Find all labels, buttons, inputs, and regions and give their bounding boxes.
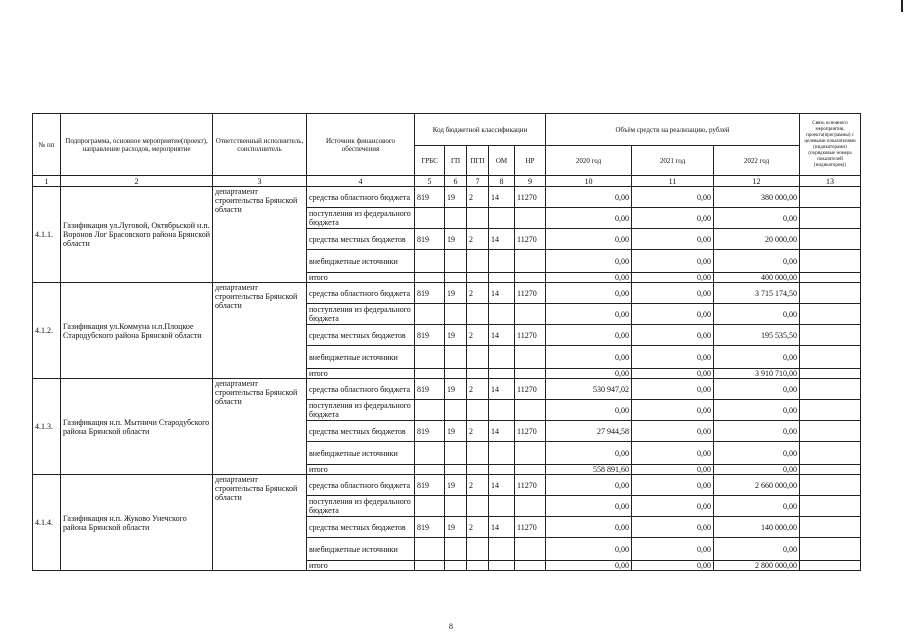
header-amount: Объём средств на реализацию, рублей — [546, 114, 800, 146]
amount-2022: 0,00 — [714, 304, 800, 325]
item-executor: департамент строительства Брянской области — [213, 475, 307, 571]
item-title: Газификация н.п. Мытничи Стародубского района Брянской области — [61, 379, 213, 475]
column-number: 10 — [546, 176, 632, 187]
amount-2022: 0,00 — [714, 538, 800, 561]
funding-source: итого — [307, 561, 415, 571]
code-om: 14 — [489, 421, 515, 442]
code-pgp — [467, 346, 489, 369]
amount-2021: 0,00 — [632, 283, 714, 304]
amount-2021: 0,00 — [632, 538, 714, 561]
code-pgp: 2 — [467, 475, 489, 496]
amount-2020: 0,00 — [546, 538, 632, 561]
item-number: 4.1.1. — [33, 187, 61, 283]
amount-2022: 0,00 — [714, 400, 800, 421]
code-grbs — [415, 442, 445, 465]
amount-2020: 558 891,60 — [546, 465, 632, 475]
code-gp — [445, 442, 467, 465]
amount-2022: 0,00 — [714, 346, 800, 369]
header-2021: 2021 год — [632, 146, 714, 176]
header-executor: Ответственный исполнитель, соисполнитель — [213, 114, 307, 176]
amount-2020: 0,00 — [546, 283, 632, 304]
indicator-link — [800, 496, 861, 517]
code-np: 11270 — [515, 421, 546, 442]
indicator-link — [800, 561, 861, 571]
amount-2021: 0,00 — [632, 517, 714, 538]
table-row — [33, 283, 861, 304]
column-number: 7 — [467, 176, 489, 187]
amount-2021: 0,00 — [632, 273, 714, 283]
code-gp — [445, 465, 467, 475]
amount-2020: 0,00 — [546, 229, 632, 250]
code-pgp — [467, 442, 489, 465]
amount-2020: 0,00 — [546, 325, 632, 346]
code-grbs: 819 — [415, 229, 445, 250]
code-gp — [445, 400, 467, 421]
column-number: 2 — [61, 176, 213, 187]
code-np — [515, 538, 546, 561]
item-executor: департамент строительства Брянской области — [213, 187, 307, 283]
code-grbs: 819 — [415, 517, 445, 538]
code-gp — [445, 561, 467, 571]
item-executor: департамент строительства Брянской области — [213, 283, 307, 379]
code-pgp — [467, 400, 489, 421]
code-gp — [445, 304, 467, 325]
column-number: 3 — [213, 176, 307, 187]
code-np — [515, 304, 546, 325]
table-row — [33, 379, 861, 400]
indicator-link — [800, 379, 861, 400]
indicator-link — [800, 187, 861, 208]
code-grbs: 819 — [415, 283, 445, 304]
code-gp: 19 — [445, 187, 467, 208]
indicator-link — [800, 442, 861, 465]
funding-source: внебюджетные источники — [307, 442, 415, 465]
funding-source: средства областного бюджета — [307, 379, 415, 400]
code-om — [489, 400, 515, 421]
code-om: 14 — [489, 517, 515, 538]
column-number: 4 — [307, 176, 415, 187]
header-gp: ГП — [445, 146, 467, 176]
amount-2020: 0,00 — [546, 346, 632, 369]
code-np — [515, 250, 546, 273]
amount-2022: 0,00 — [714, 442, 800, 465]
code-np: 11270 — [515, 187, 546, 208]
funding-source: поступления из федерального бюджета — [307, 304, 415, 325]
code-om — [489, 538, 515, 561]
code-gp — [445, 273, 467, 283]
amount-2021: 0,00 — [632, 325, 714, 346]
amount-2020: 0,00 — [546, 475, 632, 496]
code-gp: 19 — [445, 475, 467, 496]
code-np — [515, 208, 546, 229]
code-gp: 19 — [445, 421, 467, 442]
header-link: Связь основного мероприятия, проекта(программы) с целевыми показателями (индикаторами) (порядковые номера показателей (индикаторов)) — [800, 114, 861, 176]
amount-2021: 0,00 — [632, 561, 714, 571]
code-grbs: 819 — [415, 421, 445, 442]
budget-table — [32, 113, 861, 571]
amount-2022: 2 800 000,00 — [714, 561, 800, 571]
indicator-link — [800, 346, 861, 369]
code-gp — [445, 538, 467, 561]
column-number: 12 — [714, 176, 800, 187]
code-gp: 19 — [445, 229, 467, 250]
amount-2022: 0,00 — [714, 208, 800, 229]
code-om: 14 — [489, 283, 515, 304]
indicator-link — [800, 421, 861, 442]
funding-source: поступления из федерального бюджета — [307, 208, 415, 229]
code-pgp — [467, 496, 489, 517]
amount-2022: 3 910 710,00 — [714, 369, 800, 379]
amount-2021: 0,00 — [632, 379, 714, 400]
amount-2020: 0,00 — [546, 442, 632, 465]
code-np: 11270 — [515, 517, 546, 538]
code-grbs — [415, 561, 445, 571]
amount-2020: 0,00 — [546, 250, 632, 273]
code-pgp: 2 — [467, 379, 489, 400]
code-gp: 19 — [445, 379, 467, 400]
code-pgp: 2 — [467, 325, 489, 346]
amount-2020: 0,00 — [546, 400, 632, 421]
indicator-link — [800, 250, 861, 273]
code-om — [489, 273, 515, 283]
code-grbs — [415, 273, 445, 283]
code-pgp: 2 — [467, 229, 489, 250]
indicator-link — [800, 369, 861, 379]
code-om — [489, 369, 515, 379]
amount-2022: 20 000,00 — [714, 229, 800, 250]
amount-2022: 2 660 000,00 — [714, 475, 800, 496]
header-pgp: ПГП — [467, 146, 489, 176]
funding-source: поступления из федерального бюджета — [307, 496, 415, 517]
item-number: 4.1.3. — [33, 379, 61, 475]
funding-source: средства областного бюджета — [307, 475, 415, 496]
code-pgp: 2 — [467, 187, 489, 208]
code-om — [489, 496, 515, 517]
item-number: 4.1.2. — [33, 283, 61, 379]
funding-source: поступления из федерального бюджета — [307, 400, 415, 421]
column-number-row — [33, 176, 861, 187]
amount-2020: 530 947,02 — [546, 379, 632, 400]
amount-2020: 0,00 — [546, 187, 632, 208]
code-gp: 19 — [445, 325, 467, 346]
funding-source: внебюджетные источники — [307, 250, 415, 273]
table-row — [33, 187, 861, 208]
amount-2021: 0,00 — [632, 346, 714, 369]
amount-2022: 0,00 — [714, 496, 800, 517]
code-pgp — [467, 304, 489, 325]
code-gp — [445, 250, 467, 273]
item-number: 4.1.4. — [33, 475, 61, 571]
code-pgp — [467, 369, 489, 379]
funding-source: средства областного бюджета — [307, 283, 415, 304]
code-grbs — [415, 400, 445, 421]
code-pgp: 2 — [467, 517, 489, 538]
table-body — [33, 187, 861, 571]
amount-2021: 0,00 — [632, 369, 714, 379]
funding-source: средства местных бюджетов — [307, 229, 415, 250]
amount-2022: 0,00 — [714, 421, 800, 442]
indicator-link — [800, 475, 861, 496]
code-grbs — [415, 369, 445, 379]
code-np — [515, 496, 546, 517]
page-number: 8 — [449, 622, 453, 631]
code-np — [515, 561, 546, 571]
amount-2022: 140 000,00 — [714, 517, 800, 538]
amount-2020: 0,00 — [546, 517, 632, 538]
amount-2021: 0,00 — [632, 465, 714, 475]
code-grbs: 819 — [415, 187, 445, 208]
amount-2021: 0,00 — [632, 400, 714, 421]
code-grbs: 819 — [415, 325, 445, 346]
code-grbs — [415, 496, 445, 517]
code-grbs — [415, 538, 445, 561]
header-no: № пп — [33, 114, 61, 176]
code-np: 11270 — [515, 283, 546, 304]
amount-2022: 380 000,00 — [714, 187, 800, 208]
code-pgp — [467, 250, 489, 273]
column-number: 9 — [515, 176, 546, 187]
code-pgp — [467, 465, 489, 475]
amount-2020: 0,00 — [546, 496, 632, 517]
indicator-link — [800, 283, 861, 304]
code-np: 11270 — [515, 379, 546, 400]
amount-2022: 3 715 174,50 — [714, 283, 800, 304]
code-om: 14 — [489, 187, 515, 208]
code-grbs — [415, 304, 445, 325]
amount-2021: 0,00 — [632, 187, 714, 208]
funding-source: итого — [307, 273, 415, 283]
header-source: Источник финансового обеспечения — [307, 114, 415, 176]
item-executor: департамент строительства Брянской области — [213, 379, 307, 475]
amount-2021: 0,00 — [632, 496, 714, 517]
amount-2022: 0,00 — [714, 465, 800, 475]
amount-2021: 0,00 — [632, 475, 714, 496]
code-grbs: 819 — [415, 379, 445, 400]
code-om — [489, 561, 515, 571]
column-number: 5 — [415, 176, 445, 187]
amount-2021: 0,00 — [632, 304, 714, 325]
code-om: 14 — [489, 325, 515, 346]
amount-2021: 0,00 — [632, 421, 714, 442]
code-gp — [445, 369, 467, 379]
code-np — [515, 346, 546, 369]
funding-source: средства местных бюджетов — [307, 517, 415, 538]
amount-2021: 0,00 — [632, 229, 714, 250]
item-title: Газификация ул.Луговой, Октябрьской н.п. Воронов Лог Брасовского района Брянской области — [61, 187, 213, 283]
column-number: 8 — [489, 176, 515, 187]
header-2020: 2020 год — [546, 146, 632, 176]
amount-2020: 0,00 — [546, 208, 632, 229]
header-program: Подпрограмма, основное мероприятие(проект), направление расходов, мероприятие — [61, 114, 213, 176]
code-gp — [445, 208, 467, 229]
funding-source: внебюджетные источники — [307, 346, 415, 369]
column-number: 13 — [800, 176, 861, 187]
column-number: 11 — [632, 176, 714, 187]
code-om — [489, 346, 515, 369]
indicator-link — [800, 304, 861, 325]
amount-2021: 0,00 — [632, 208, 714, 229]
indicator-link — [800, 208, 861, 229]
amount-2021: 0,00 — [632, 442, 714, 465]
code-om — [489, 304, 515, 325]
indicator-link — [800, 229, 861, 250]
code-gp: 19 — [445, 517, 467, 538]
item-title: Газификация н.п. Жуково Унечского района Брянской области — [61, 475, 213, 571]
code-pgp — [467, 273, 489, 283]
code-gp — [445, 496, 467, 517]
indicator-link — [800, 465, 861, 475]
header-2022: 2022 год — [714, 146, 800, 176]
amount-2020: 27 944,58 — [546, 421, 632, 442]
code-pgp — [467, 538, 489, 561]
amount-2022: 195 535,50 — [714, 325, 800, 346]
indicator-link — [800, 538, 861, 561]
code-grbs — [415, 208, 445, 229]
amount-2022: 400 000,00 — [714, 273, 800, 283]
indicator-link — [800, 517, 861, 538]
code-pgp: 2 — [467, 421, 489, 442]
amount-2020: 0,00 — [546, 561, 632, 571]
column-number: 1 — [33, 176, 61, 187]
amount-2021: 0,00 — [632, 250, 714, 273]
funding-source: средства местных бюджетов — [307, 325, 415, 346]
code-np — [515, 273, 546, 283]
code-om — [489, 465, 515, 475]
code-pgp — [467, 561, 489, 571]
funding-source: средства областного бюджета — [307, 187, 415, 208]
funding-source: внебюджетные источники — [307, 538, 415, 561]
code-np: 11270 — [515, 325, 546, 346]
header-grbs: ГРБС — [415, 146, 445, 176]
code-grbs — [415, 346, 445, 369]
amount-2020: 0,00 — [546, 369, 632, 379]
funding-source: итого — [307, 465, 415, 475]
code-np: 11270 — [515, 475, 546, 496]
indicator-link — [800, 273, 861, 283]
funding-source: итого — [307, 369, 415, 379]
header-np: НР — [515, 146, 546, 176]
header-om: ОМ — [489, 146, 515, 176]
indicator-link — [800, 400, 861, 421]
code-np — [515, 400, 546, 421]
code-grbs — [415, 465, 445, 475]
code-pgp — [467, 208, 489, 229]
code-om: 14 — [489, 475, 515, 496]
code-om: 14 — [489, 229, 515, 250]
code-pgp: 2 — [467, 283, 489, 304]
funding-source: средства местных бюджетов — [307, 421, 415, 442]
scan-edge-mark — [901, 0, 903, 12]
amount-2022: 0,00 — [714, 379, 800, 400]
code-gp: 19 — [445, 283, 467, 304]
amount-2022: 0,00 — [714, 250, 800, 273]
amount-2020: 0,00 — [546, 304, 632, 325]
indicator-link — [800, 325, 861, 346]
header-budget-code: Код бюджетной классификации — [415, 114, 546, 146]
code-np — [515, 369, 546, 379]
item-title: Газификация ул.Коммуна н.п.Плоцкое Стародубского района Брянской области — [61, 283, 213, 379]
code-om: 14 — [489, 379, 515, 400]
code-grbs: 819 — [415, 475, 445, 496]
code-np: 11270 — [515, 229, 546, 250]
code-gp — [445, 346, 467, 369]
code-om — [489, 208, 515, 229]
code-om — [489, 250, 515, 273]
code-om — [489, 442, 515, 465]
amount-2020: 0,00 — [546, 273, 632, 283]
code-np — [515, 442, 546, 465]
column-number: 6 — [445, 176, 467, 187]
code-np — [515, 465, 546, 475]
table-row — [33, 475, 861, 496]
code-grbs — [415, 250, 445, 273]
